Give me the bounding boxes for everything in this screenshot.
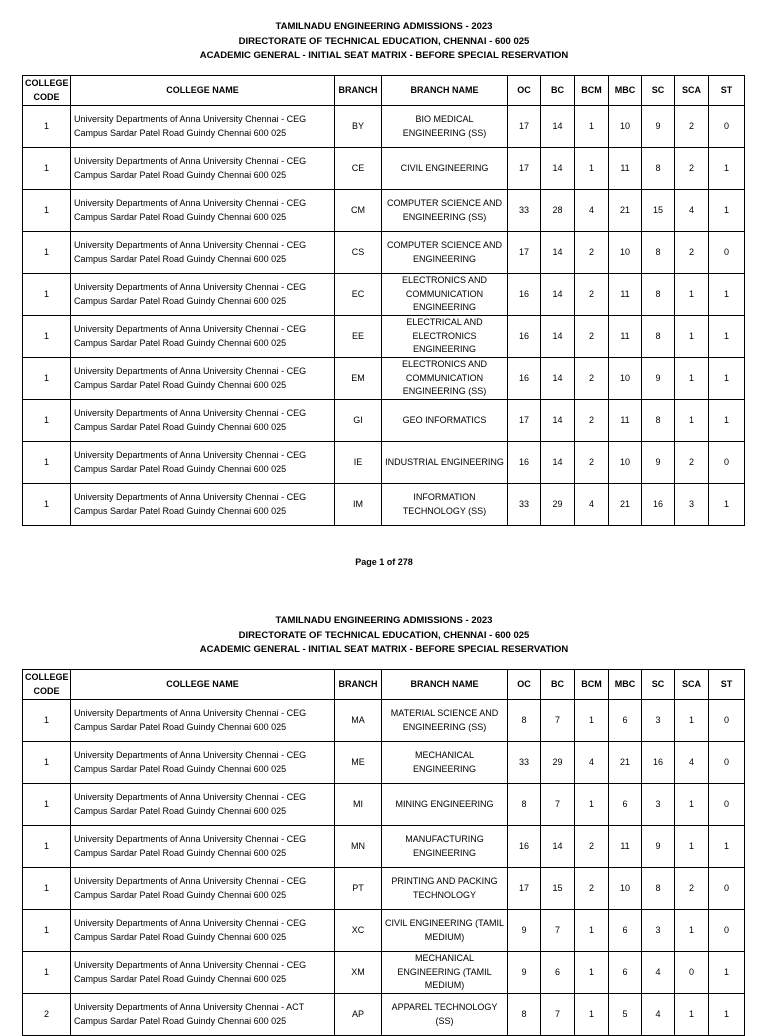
- cell-bcm: 2: [575, 826, 609, 868]
- cell-code: 1: [23, 784, 71, 826]
- cell-bc: 14: [541, 358, 575, 400]
- cell-mbc: 10: [609, 232, 642, 274]
- cell-sca: 2: [675, 868, 709, 910]
- header-subtitle: ACADEMIC GENERAL - INITIAL SEAT MATRIX - BEFORE SPECIAL RESERVATION: [199, 644, 569, 655]
- cell-sca: 4: [675, 742, 709, 784]
- cell-college: University Departments of Anna University Chennai - CEG Campus Sardar Patel Road Guindy Chennai 600 025: [71, 358, 335, 400]
- cell-college: University Departments of Anna University Chennai - CEG Campus Sardar Patel Road Guindy Chennai 600 025: [71, 442, 335, 484]
- cell-branch-name: BIO MEDICAL ENGINEERING (SS): [382, 106, 508, 148]
- st-header: ST: [709, 76, 745, 106]
- cell-oc: 8: [508, 700, 541, 742]
- cell-code: 1: [23, 232, 71, 274]
- cell-st: 1: [709, 826, 745, 868]
- cell-branch-name: COMPUTER SCIENCE AND ENGINEERING (SS): [382, 190, 508, 232]
- cell-college: University Departments of Anna University Chennai - CEG Campus Sardar Patel Road Guindy Chennai 600 025: [71, 274, 335, 316]
- table-row: [23, 106, 745, 148]
- cell-college: University Departments of Anna University Chennai - CEG Campus Sardar Patel Road Guindy Chennai 600 025: [71, 700, 335, 742]
- cell-sca: 1: [675, 400, 709, 442]
- cell-branch-name: GEO INFORMATICS: [382, 400, 508, 442]
- header-title: TAMILNADU ENGINEERING ADMISSIONS - 2023: [275, 615, 493, 626]
- table-row: [23, 274, 745, 316]
- cell-college: University Departments of Anna University Chennai - CEG Campus Sardar Patel Road Guindy Chennai 600 025: [71, 316, 335, 358]
- seat-matrix-table: [22, 75, 745, 526]
- cell-bcm: 2: [575, 442, 609, 484]
- cell-branch: ME: [335, 742, 382, 784]
- cell-code: 2: [23, 994, 71, 1036]
- cell-branch-name: PRINTING AND PACKING TECHNOLOGY: [382, 868, 508, 910]
- cell-branch: EE: [335, 316, 382, 358]
- cell-st: 1: [709, 358, 745, 400]
- cell-sca: 0: [675, 952, 709, 994]
- cell-mbc: 10: [609, 358, 642, 400]
- cell-branch: CS: [335, 232, 382, 274]
- bcm-header: BCM: [575, 76, 609, 106]
- cell-branch: GI: [335, 400, 382, 442]
- sca-header: SCA: [675, 76, 709, 106]
- cell-bc: 7: [541, 994, 575, 1036]
- table-row: [23, 742, 745, 784]
- college-name-header: COLLEGE NAME: [71, 76, 335, 106]
- table-row: [23, 994, 745, 1036]
- table-row: [23, 190, 745, 232]
- cell-st: 0: [709, 742, 745, 784]
- cell-sca: 1: [675, 316, 709, 358]
- cell-bc: 29: [541, 484, 575, 526]
- cell-sc: 8: [642, 868, 675, 910]
- cell-sca: 2: [675, 232, 709, 274]
- cell-code: 1: [23, 868, 71, 910]
- cell-branch: IE: [335, 442, 382, 484]
- cell-st: 1: [709, 994, 745, 1036]
- cell-sca: 4: [675, 190, 709, 232]
- cell-branch: EM: [335, 358, 382, 400]
- cell-college: University Departments of Anna University Chennai - CEG Campus Sardar Patel Road Guindy Chennai 600 025: [71, 868, 335, 910]
- cell-branch: MN: [335, 826, 382, 868]
- cell-st: 0: [709, 784, 745, 826]
- cell-branch: XM: [335, 952, 382, 994]
- cell-sc: 3: [642, 784, 675, 826]
- page-header: [0, 20, 768, 64]
- cell-sca: 2: [675, 442, 709, 484]
- cell-oc: 16: [508, 358, 541, 400]
- cell-branch-name: CIVIL ENGINEERING (TAMIL MEDIUM): [382, 910, 508, 952]
- cell-bcm: 4: [575, 190, 609, 232]
- cell-bcm: 1: [575, 700, 609, 742]
- cell-bcm: 2: [575, 400, 609, 442]
- cell-branch: CE: [335, 148, 382, 190]
- cell-oc: 16: [508, 826, 541, 868]
- cell-college: University Departments of Anna University Chennai - CEG Campus Sardar Patel Road Guindy Chennai 600 025: [71, 400, 335, 442]
- cell-college: University Departments of Anna University Chennai - ACT Campus Sardar Patel Road Guindy Chennai 600 025: [71, 994, 335, 1036]
- table-row: [23, 442, 745, 484]
- cell-oc: 16: [508, 316, 541, 358]
- cell-oc: 8: [508, 784, 541, 826]
- table-row: [23, 952, 745, 994]
- cell-sc: 8: [642, 148, 675, 190]
- cell-code: 1: [23, 400, 71, 442]
- cell-sc: 8: [642, 400, 675, 442]
- cell-bcm: 2: [575, 868, 609, 910]
- cell-bc: 6: [541, 952, 575, 994]
- cell-bcm: 1: [575, 148, 609, 190]
- cell-oc: 9: [508, 910, 541, 952]
- page-header: [0, 614, 768, 658]
- cell-sca: 1: [675, 700, 709, 742]
- cell-branch-name: MINING ENGINEERING: [382, 784, 508, 826]
- cell-branch: XC: [335, 910, 382, 952]
- header-subtitle: ACADEMIC GENERAL - INITIAL SEAT MATRIX - BEFORE SPECIAL RESERVATION: [199, 50, 569, 61]
- sc-header: SC: [642, 670, 675, 700]
- cell-code: 1: [23, 316, 71, 358]
- cell-mbc: 6: [609, 952, 642, 994]
- cell-oc: 8: [508, 994, 541, 1036]
- cell-bc: 15: [541, 868, 575, 910]
- cell-sc: 9: [642, 358, 675, 400]
- cell-bcm: 1: [575, 910, 609, 952]
- bcm-header: BCM: [575, 670, 609, 700]
- cell-bc: 14: [541, 400, 575, 442]
- cell-st: 1: [709, 952, 745, 994]
- cell-sc: 9: [642, 106, 675, 148]
- cell-mbc: 11: [609, 316, 642, 358]
- cell-mbc: 11: [609, 400, 642, 442]
- cell-sc: 16: [642, 742, 675, 784]
- cell-branch-name: CIVIL ENGINEERING: [382, 148, 508, 190]
- cell-mbc: 21: [609, 742, 642, 784]
- table-row: [23, 400, 745, 442]
- cell-code: 1: [23, 148, 71, 190]
- cell-st: 0: [709, 868, 745, 910]
- cell-bcm: 1: [575, 994, 609, 1036]
- header-directorate: DIRECTORATE OF TECHNICAL EDUCATION, CHENNAI - 600 025: [238, 35, 530, 47]
- cell-st: 0: [709, 232, 745, 274]
- cell-branch-name: MANUFACTURING ENGINEERING: [382, 826, 508, 868]
- cell-branch: PT: [335, 868, 382, 910]
- cell-oc: 16: [508, 442, 541, 484]
- table-row: [23, 358, 745, 400]
- cell-branch: AP: [335, 994, 382, 1036]
- college-code-header: COLLEGE CODE: [23, 76, 71, 106]
- table-row: [23, 484, 745, 526]
- cell-oc: 16: [508, 274, 541, 316]
- cell-branch: BY: [335, 106, 382, 148]
- cell-bc: 14: [541, 232, 575, 274]
- cell-mbc: 10: [609, 442, 642, 484]
- cell-code: 1: [23, 274, 71, 316]
- cell-bc: 14: [541, 148, 575, 190]
- cell-bcm: 4: [575, 484, 609, 526]
- table-row: [23, 232, 745, 274]
- cell-bcm: 1: [575, 106, 609, 148]
- table-row: [23, 316, 745, 358]
- cell-college: University Departments of Anna University Chennai - CEG Campus Sardar Patel Road Guindy Chennai 600 025: [71, 742, 335, 784]
- cell-college: University Departments of Anna University Chennai - CEG Campus Sardar Patel Road Guindy Chennai 600 025: [71, 484, 335, 526]
- cell-mbc: 21: [609, 484, 642, 526]
- cell-oc: 17: [508, 106, 541, 148]
- cell-bc: 29: [541, 742, 575, 784]
- cell-oc: 17: [508, 400, 541, 442]
- cell-college: University Departments of Anna University Chennai - CEG Campus Sardar Patel Road Guindy Chennai 600 025: [71, 784, 335, 826]
- cell-branch-name: INDUSTRIAL ENGINEERING: [382, 442, 508, 484]
- branch-header: BRANCH: [335, 76, 382, 106]
- st-header: ST: [709, 670, 745, 700]
- cell-branch-name: MATERIAL SCIENCE AND ENGINEERING (SS): [382, 700, 508, 742]
- cell-bcm: 2: [575, 316, 609, 358]
- cell-sca: 1: [675, 274, 709, 316]
- cell-sca: 1: [675, 358, 709, 400]
- cell-mbc: 5: [609, 994, 642, 1036]
- cell-sc: 9: [642, 442, 675, 484]
- cell-bcm: 1: [575, 952, 609, 994]
- cell-branch-name: MECHANICAL ENGINEERING (TAMIL MEDIUM): [382, 952, 508, 994]
- cell-sca: 1: [675, 910, 709, 952]
- cell-oc: 33: [508, 190, 541, 232]
- cell-mbc: 11: [609, 148, 642, 190]
- branch-name-header: BRANCH NAME: [382, 76, 508, 106]
- branch-name-header: BRANCH NAME: [382, 670, 508, 700]
- mbc-header: MBC: [609, 76, 642, 106]
- cell-branch: MA: [335, 700, 382, 742]
- cell-mbc: 10: [609, 106, 642, 148]
- cell-st: 0: [709, 106, 745, 148]
- mbc-header: MBC: [609, 670, 642, 700]
- table-row: [23, 868, 745, 910]
- table-row: [23, 784, 745, 826]
- cell-st: 1: [709, 316, 745, 358]
- cell-oc: 9: [508, 952, 541, 994]
- cell-sc: 9: [642, 826, 675, 868]
- cell-st: 1: [709, 148, 745, 190]
- cell-sc: 4: [642, 994, 675, 1036]
- cell-sca: 3: [675, 484, 709, 526]
- header-row: [23, 76, 745, 106]
- cell-branch: MI: [335, 784, 382, 826]
- cell-st: 1: [709, 274, 745, 316]
- college-name-header: COLLEGE NAME: [71, 670, 335, 700]
- cell-sc: 8: [642, 316, 675, 358]
- cell-bc: 7: [541, 700, 575, 742]
- cell-mbc: 6: [609, 784, 642, 826]
- cell-sc: 15: [642, 190, 675, 232]
- cell-bc: 14: [541, 274, 575, 316]
- cell-college: University Departments of Anna University Chennai - CEG Campus Sardar Patel Road Guindy Chennai 600 025: [71, 232, 335, 274]
- cell-st: 1: [709, 190, 745, 232]
- cell-college: University Departments of Anna University Chennai - CEG Campus Sardar Patel Road Guindy Chennai 600 025: [71, 148, 335, 190]
- cell-branch-name: MECHANICAL ENGINEERING: [382, 742, 508, 784]
- table-row: [23, 826, 745, 868]
- cell-st: 0: [709, 910, 745, 952]
- branch-header: BRANCH: [335, 670, 382, 700]
- table-row: [23, 148, 745, 190]
- cell-bc: 14: [541, 826, 575, 868]
- cell-branch-name: ELECTRONICS AND COMMUNICATION ENGINEERING: [382, 274, 508, 316]
- cell-college: University Departments of Anna University Chennai - CEG Campus Sardar Patel Road Guindy Chennai 600 025: [71, 190, 335, 232]
- cell-branch-name: INFORMATION TECHNOLOGY (SS): [382, 484, 508, 526]
- cell-sc: 4: [642, 952, 675, 994]
- cell-bc: 28: [541, 190, 575, 232]
- sc-header: SC: [642, 76, 675, 106]
- cell-code: 1: [23, 742, 71, 784]
- cell-branch: CM: [335, 190, 382, 232]
- cell-oc: 33: [508, 484, 541, 526]
- cell-sc: 3: [642, 700, 675, 742]
- cell-bc: 7: [541, 910, 575, 952]
- page-1: [0, 20, 768, 64]
- cell-branch-name: ELECTRICAL AND ELECTRONICS ENGINEERING: [382, 316, 508, 358]
- cell-college: University Departments of Anna University Chennai - CEG Campus Sardar Patel Road Guindy Chennai 600 025: [71, 106, 335, 148]
- cell-code: 1: [23, 106, 71, 148]
- cell-code: 1: [23, 700, 71, 742]
- header-row: [23, 670, 745, 700]
- cell-sca: 1: [675, 784, 709, 826]
- header-directorate: DIRECTORATE OF TECHNICAL EDUCATION, CHENNAI - 600 025: [238, 629, 530, 641]
- cell-mbc: 11: [609, 826, 642, 868]
- cell-college: University Departments of Anna University Chennai - CEG Campus Sardar Patel Road Guindy Chennai 600 025: [71, 826, 335, 868]
- cell-sca: 2: [675, 106, 709, 148]
- cell-sca: 1: [675, 826, 709, 868]
- header-title: TAMILNADU ENGINEERING ADMISSIONS - 2023: [275, 21, 493, 32]
- cell-sc: 8: [642, 274, 675, 316]
- cell-oc: 17: [508, 868, 541, 910]
- cell-bcm: 4: [575, 742, 609, 784]
- college-code-header: COLLEGE CODE: [23, 670, 71, 700]
- cell-st: 1: [709, 484, 745, 526]
- cell-mbc: 6: [609, 910, 642, 952]
- cell-branch-name: COMPUTER SCIENCE AND ENGINEERING: [382, 232, 508, 274]
- cell-sc: 16: [642, 484, 675, 526]
- cell-bc: 7: [541, 784, 575, 826]
- cell-bcm: 2: [575, 358, 609, 400]
- cell-code: 1: [23, 358, 71, 400]
- cell-branch: IM: [335, 484, 382, 526]
- table-row: [23, 910, 745, 952]
- cell-bcm: 2: [575, 274, 609, 316]
- cell-sca: 1: [675, 994, 709, 1036]
- cell-st: 0: [709, 442, 745, 484]
- cell-code: 1: [23, 442, 71, 484]
- bc-header: BC: [541, 670, 575, 700]
- oc-header: OC: [508, 670, 541, 700]
- oc-header: OC: [508, 76, 541, 106]
- cell-mbc: 6: [609, 700, 642, 742]
- cell-mbc: 10: [609, 868, 642, 910]
- cell-sc: 3: [642, 910, 675, 952]
- bc-header: BC: [541, 76, 575, 106]
- cell-bc: 14: [541, 106, 575, 148]
- sca-header: SCA: [675, 670, 709, 700]
- cell-bc: 14: [541, 442, 575, 484]
- cell-mbc: 21: [609, 190, 642, 232]
- cell-college: University Departments of Anna University Chennai - CEG Campus Sardar Patel Road Guindy Chennai 600 025: [71, 910, 335, 952]
- cell-branch: EC: [335, 274, 382, 316]
- cell-oc: 33: [508, 742, 541, 784]
- cell-sc: 8: [642, 232, 675, 274]
- cell-branch-name: ELECTRONICS AND COMMUNICATION ENGINEERING (SS): [382, 358, 508, 400]
- cell-code: 1: [23, 826, 71, 868]
- cell-st: 1: [709, 400, 745, 442]
- cell-code: 1: [23, 952, 71, 994]
- seat-matrix-table: [22, 669, 745, 1036]
- cell-code: 1: [23, 484, 71, 526]
- cell-st: 0: [709, 700, 745, 742]
- page-2: [0, 614, 768, 658]
- cell-bc: 14: [541, 316, 575, 358]
- cell-bcm: 2: [575, 232, 609, 274]
- cell-oc: 17: [508, 148, 541, 190]
- cell-branch-name: APPAREL TECHNOLOGY (SS): [382, 994, 508, 1036]
- cell-college: University Departments of Anna University Chennai - CEG Campus Sardar Patel Road Guindy Chennai 600 025: [71, 952, 335, 994]
- cell-oc: 17: [508, 232, 541, 274]
- cell-sca: 2: [675, 148, 709, 190]
- table-row: [23, 700, 745, 742]
- cell-code: 1: [23, 190, 71, 232]
- cell-bcm: 1: [575, 784, 609, 826]
- page-number: Page 1 of 278: [355, 557, 413, 567]
- cell-mbc: 11: [609, 274, 642, 316]
- cell-code: 1: [23, 910, 71, 952]
